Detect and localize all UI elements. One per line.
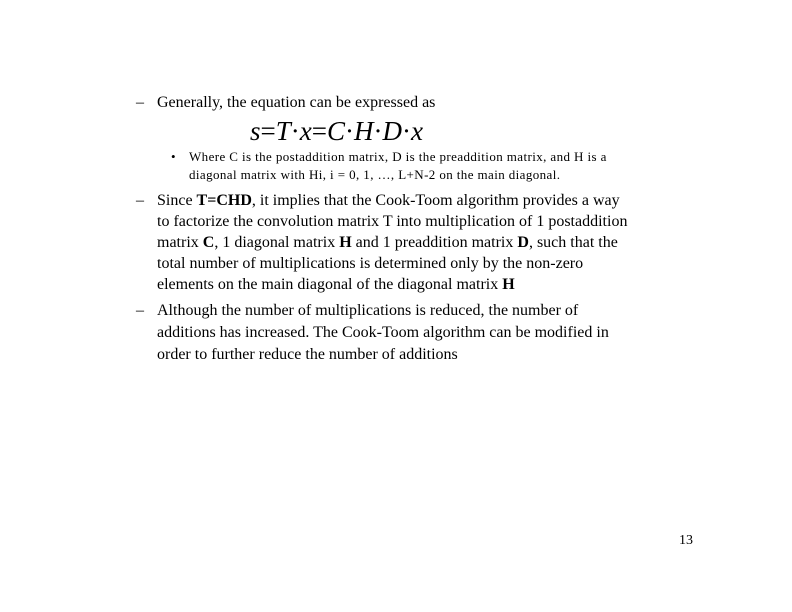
bullet-3-line-1: Although the number of multiplications is reduced, the number of [157, 302, 579, 319]
bullet-2-line-2: to factorize the convolution matrix T into multiplication of 1 postaddition [157, 213, 628, 230]
eq-dot-1: · [290, 116, 300, 146]
eq-dot-4: · [402, 116, 412, 146]
bullet-2-line-3 [157, 232, 618, 254]
bullet-2-line-3-c: and 1 preaddition matrix [351, 234, 518, 251]
eq-T: T [275, 116, 291, 146]
sub-bullet-dot: • [171, 149, 176, 164]
dash-bullet-2: – [136, 192, 144, 209]
bullet-2-line-5-a: elements on the main diagonal of the diagonal matrix [157, 276, 503, 293]
bullet-2-bold-h: H [339, 234, 352, 251]
bullet-3-line-3: order to further reduce the number of additions [157, 346, 458, 363]
bullet-2-line-1-pre: Since [157, 192, 197, 209]
sub-bullet-line-2: diagonal matrix with Hi, i = 0, 1, …, L+N-2 on the main diagonal. [189, 167, 561, 182]
eq-H: H [354, 116, 374, 146]
bullet-3-line-2: additions has increased. The Cook-Toom algorithm can be modified in [157, 324, 609, 341]
bullet-2-line-5 [157, 274, 515, 296]
eq-D: D [382, 116, 403, 146]
bullet-2-bold-tchd: T=CHD [196, 192, 252, 209]
bullet-2-bold-h-final: H [502, 276, 515, 293]
bullet-2-line-3-d: , such that the [528, 234, 618, 251]
eq-C: C [327, 116, 346, 146]
bullet-2-line-4: total number of multiplications is determined only by the non-zero [157, 255, 584, 272]
bullet-2-line-1 [157, 190, 620, 212]
bullet-2-bold-c: C [202, 234, 215, 251]
eq-dot-2: · [345, 116, 355, 146]
eq-x-2: x [411, 116, 423, 146]
bullet-2-line-3-a: matrix [157, 234, 203, 251]
bullet-2-line-1-post: , it implies that the Cook-Toom algorithm provides a way [251, 192, 620, 209]
bullet-2-bold-d: D [517, 234, 529, 251]
bullet-2-line-3-b: , 1 diagonal matrix [214, 234, 340, 251]
eq-equals-2: = [311, 116, 327, 146]
eq-dot-3: · [373, 116, 383, 146]
page-number: 13 [679, 533, 693, 548]
dash-bullet-3: – [136, 302, 144, 319]
dash-bullet-1: – [136, 94, 144, 111]
eq-equals-1: = [260, 116, 276, 146]
eq-s: s [250, 116, 261, 146]
bullet-1-text: Generally, the equation can be expressed as [157, 94, 436, 111]
equation [250, 114, 423, 148]
eq-x-1: x [299, 116, 312, 146]
sub-bullet-line-1: Where C is the postaddition matrix, D is the preaddition matrix, and H is a [189, 149, 607, 164]
